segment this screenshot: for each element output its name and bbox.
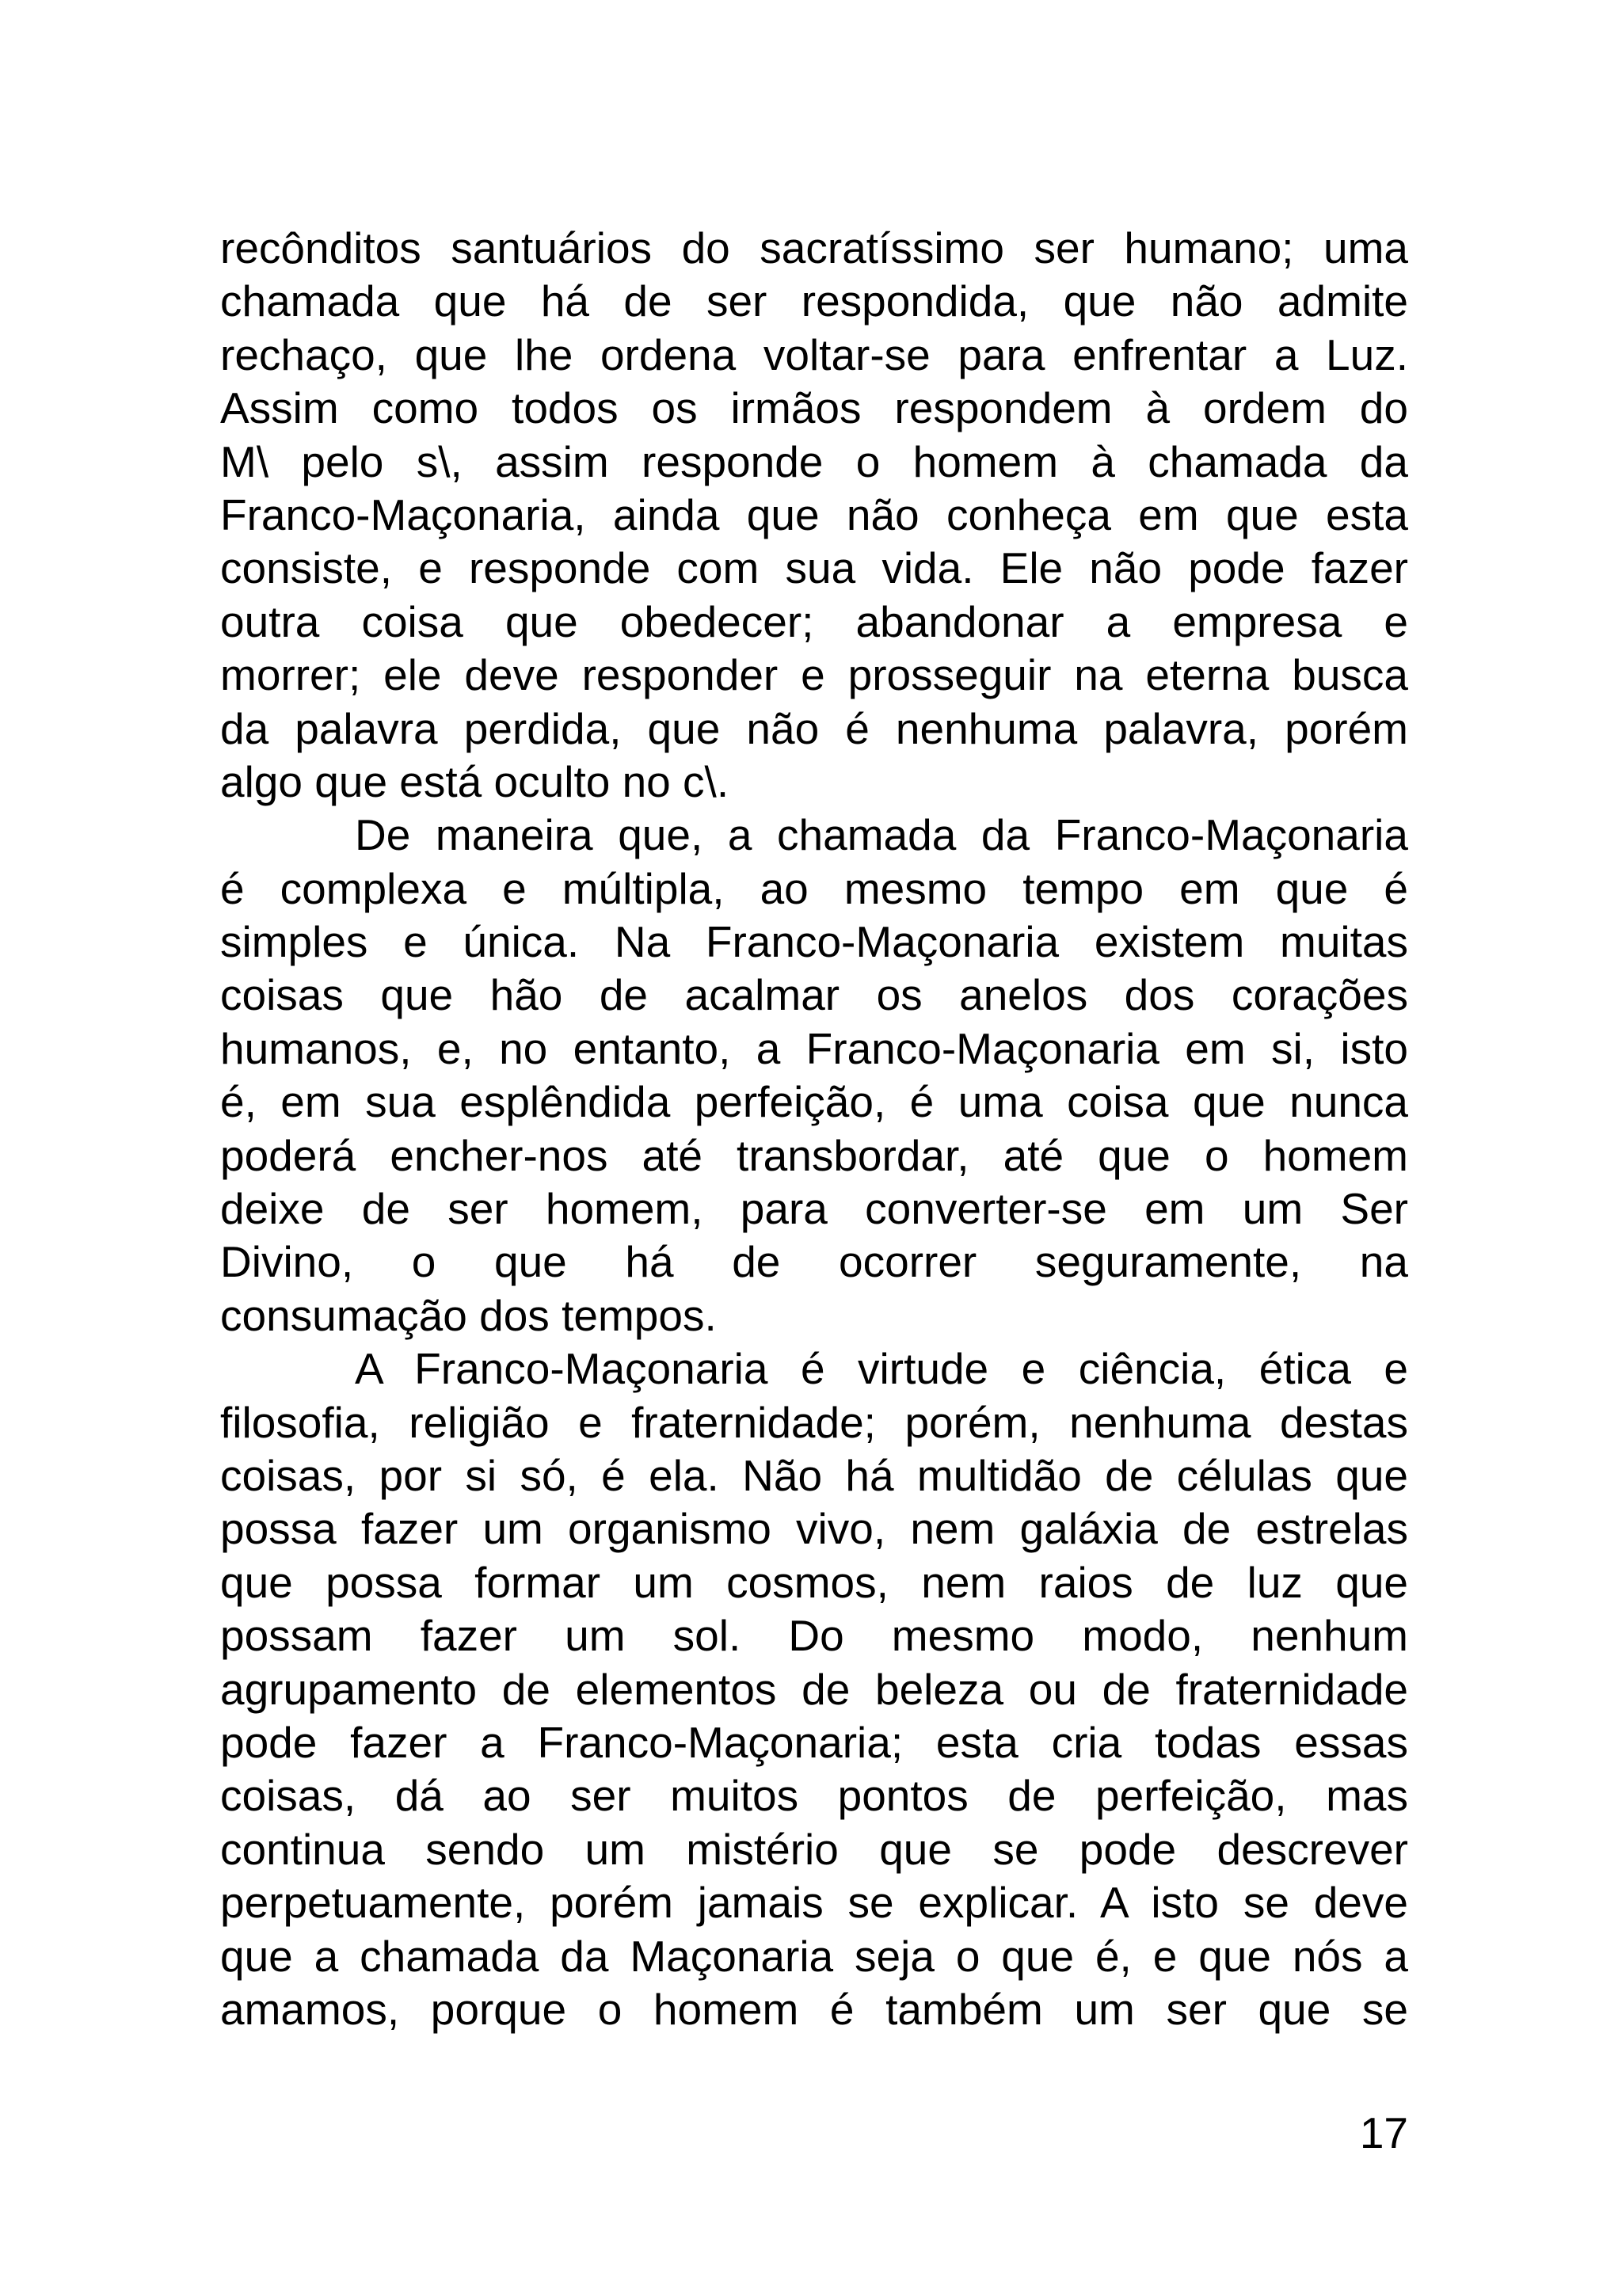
text-line: agrupamento de elementos de beleza ou de fraternidade bbox=[220, 1664, 1408, 1714]
body-text bbox=[220, 222, 1408, 2036]
text-line: Assim como todos os irmãos respondem à ordem do bbox=[220, 383, 1408, 433]
text-line: possa fazer um organismo vivo, nem galáxia de estrelas bbox=[220, 1504, 1408, 1554]
text-line: morrer; ele deve responder e prosseguir na eterna busca bbox=[220, 650, 1408, 700]
text-line: pode fazer a Franco-Maçonaria; esta cria todas essas bbox=[220, 1717, 1408, 1767]
text-line: recônditos santuários do sacratíssimo ser humano; uma bbox=[220, 223, 1408, 272]
text-line: que possa formar um cosmos, nem raios de luz que bbox=[220, 1557, 1408, 1607]
paragraph-first-line: A Franco-Maçonaria é virtude e ciência, ética e bbox=[355, 1344, 1408, 1394]
text-line: possam fazer um sol. Do mesmo modo, nenhum bbox=[220, 1611, 1408, 1661]
text-line: filosofia, religião e fraternidade; porém, nenhuma destas bbox=[220, 1397, 1408, 1447]
text-line: poderá encher-nos até transbordar, até que o homem bbox=[220, 1130, 1408, 1180]
text-line: continua sendo um mistério que se pode descrever bbox=[220, 1824, 1408, 1874]
page-number: 17 bbox=[1359, 2108, 1408, 2157]
paragraph-first-line: De maneira que, a chamada da Franco-Maçonaria bbox=[355, 810, 1408, 860]
text-line: é, em sua esplêndida perfeição, é uma coisa que nunca bbox=[220, 1077, 1408, 1127]
text-line: coisas, dá ao ser muitos pontos de perfeição, mas bbox=[220, 1771, 1408, 1821]
text-line: consiste, e responde com sua vida. Ele não pode fazer bbox=[220, 543, 1408, 593]
text-line: algo que está oculto no c\. bbox=[220, 756, 729, 806]
text-line: da palavra perdida, que não é nenhuma palavra, porém bbox=[220, 703, 1408, 753]
text-line: outra coisa que obedecer; abandonar a empresa e bbox=[220, 596, 1408, 646]
text-line: que a chamada da Maçonaria seja o que é, e que nós a bbox=[220, 1931, 1408, 1981]
text-line: simples e única. Na Franco-Maçonaria existem muitas bbox=[220, 917, 1408, 967]
text-line: chamada que há de ser respondida, que não admite bbox=[220, 276, 1408, 326]
text-line: deixe de ser homem, para converter-se em um Ser bbox=[220, 1184, 1408, 1234]
text-line: perpetuamente, porém jamais se explicar. A isto se deve bbox=[220, 1878, 1408, 1928]
text-line: Divino, o que há de ocorrer seguramente, na bbox=[220, 1237, 1408, 1287]
text-line: coisas, por si só, é ela. Não há multidão de células que bbox=[220, 1450, 1408, 1500]
text-line: humanos, e, no entanto, a Franco-Maçonaria em si, isto bbox=[220, 1023, 1408, 1073]
text-line: consumação dos tempos. bbox=[220, 1290, 717, 1340]
text-line: M\ pelo s\, assim responde o homem à chamada da bbox=[220, 436, 1408, 486]
text-line: é complexa e múltipla, ao mesmo tempo em que é bbox=[220, 863, 1408, 913]
text-line: amamos, porque o homem é também um ser que se bbox=[220, 1984, 1408, 2034]
text-line: coisas que hão de acalmar os anelos dos corações bbox=[220, 970, 1408, 1020]
text-line: Franco-Maçonaria, ainda que não conheça em que esta bbox=[220, 489, 1408, 539]
text-line: rechaço, que lhe ordena voltar-se para enfrentar a Luz. bbox=[220, 329, 1408, 379]
